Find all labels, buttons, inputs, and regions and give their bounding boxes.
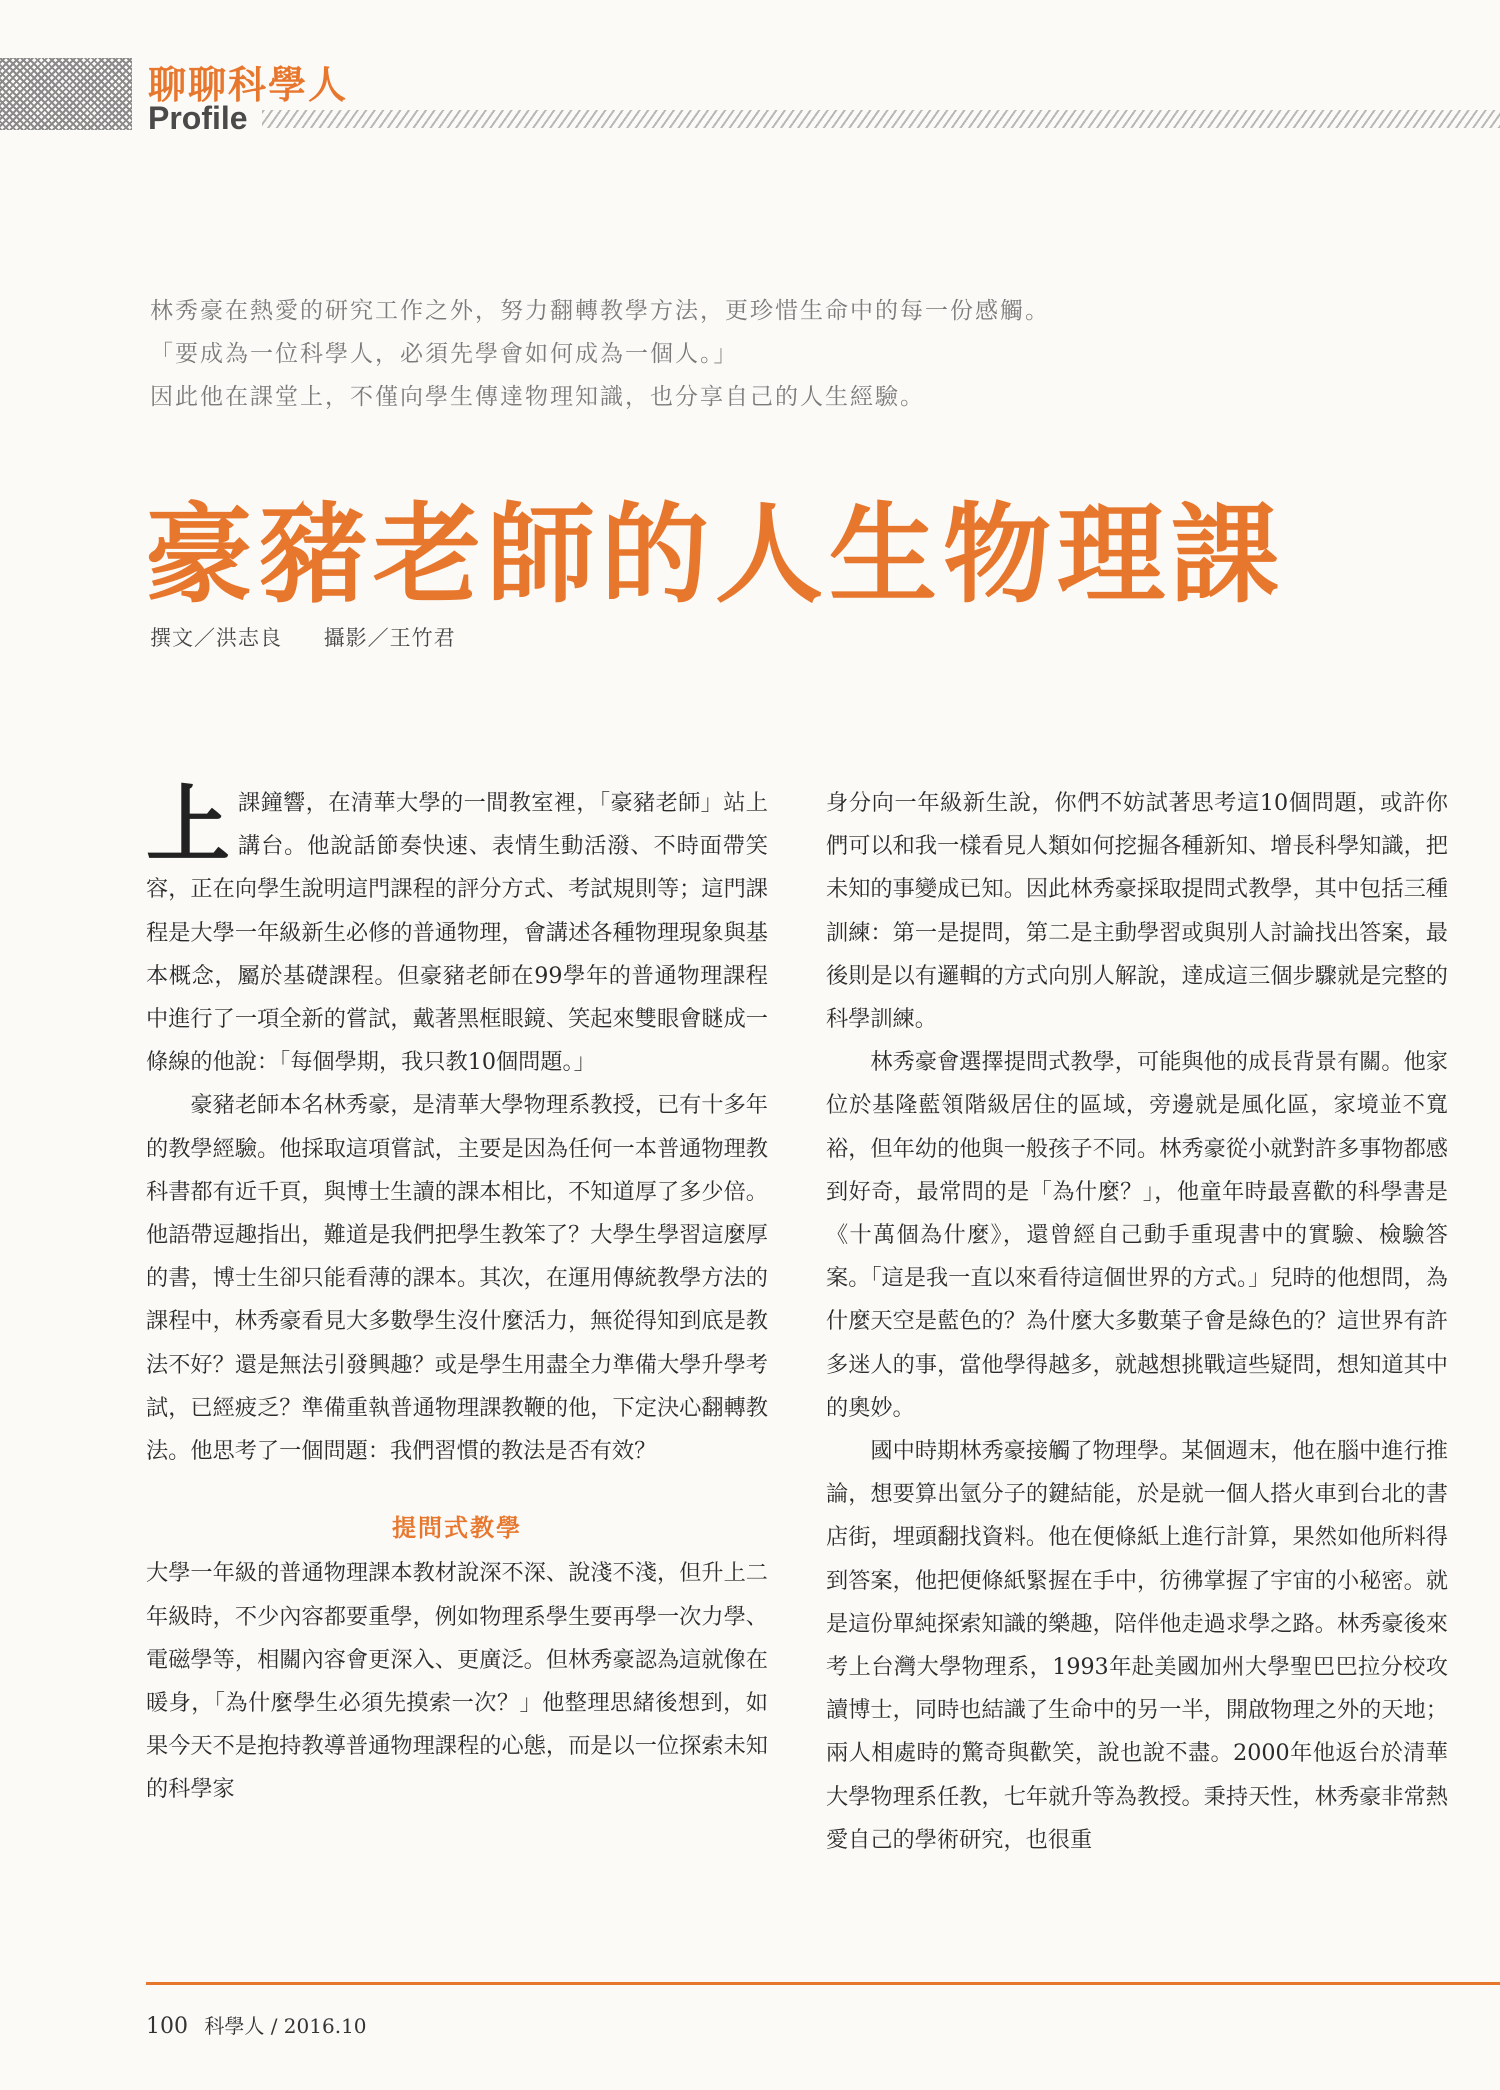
- intro-text: [150, 290, 1350, 419]
- paragraph: 身分向一年級新生說，你們不妨試著思考這10個問題，或許你們可以和我一樣看見人類如何挖掘各種新知、增長科學知識，把未知的事變成已知。因此林秀豪採取提問式教學，其中包括三種訓練：第一是提問，第二是主動學習或與別人討論找出答案，最後則是以有邏輯的方式向別人解說，達成這三個步驟就是完整的科學訓練。: [826, 790, 1448, 1033]
- paragraph: 豪豬老師本名林秀豪，是清華大學物理系教授，已有十多年的教學經驗。他採取這項嘗試，主要是因為任何一本普通物理教科書都有近千頁，與博士生讀的課本相比，不知道厚了多少倍。他語帶逗趣指出，難道是我們把學生教笨了？大學生學習這麼厚的書，博士生卻只能看薄的課本。其次，在運用傳統教學方法的課程中，林秀豪看見大多數學生沒什麼活力，無從得知到底是教法不好？還是無法引發興趣？或是學生用盡全力準備大學升學考試，已經疲乏？準備重執普通物理課教鞭的他，下定決心翻轉教法。他思考了一個問題：我們習慣的教法是否有效？: [146, 1092, 768, 1465]
- intro-line: 「要成為一位科學人，必須先學會如何成為一個人。」: [150, 341, 739, 367]
- page-number: 100: [146, 2014, 188, 2039]
- left-column: [146, 775, 768, 1812]
- byline-photographer: 攝影／王竹君: [323, 626, 456, 650]
- header-hatch-block: [0, 58, 132, 130]
- issue-label: 科學人 / 2016.10: [204, 2014, 367, 2038]
- paragraph: 林秀豪會選擇提問式教學，可能與他的成長背景有關。他家位於基隆藍領階級居住的區域，旁邊就是風化區，家境並不寬裕，但年幼的他與一般孩子不同。林秀豪從小就對許多事物都感到好奇，最常問的是「為什麼？」，他童年時最喜歡的科學書是《十萬個為什麼》，還曾經自己動手重現書中的實驗、檢驗答案。「這是我一直以來看待這個世界的方式。」兒時的他想問，為什麼天空是藍色的？為什麼大多數葉子會是綠色的？這世界有許多迷人的事，當他學得越多，就越想挑戰這些疑問，想知道其中的奧妙。: [826, 1049, 1448, 1421]
- right-column: [826, 782, 1448, 1862]
- page-footer: [146, 2010, 367, 2039]
- byline: [150, 622, 490, 652]
- paragraph: 國中時期林秀豪接觸了物理學。某個週末，他在腦中進行推論，想要算出氫分子的鍵結能，於是就一個人搭火車到台北的書店街，埋頭翻找資料。他在便條紙上進行計算，果然如他所料得到答案，他把便條紙緊握在手中，彷彿掌握了宇宙的小秘密。就是這份單純探索知識的樂趣，陪伴他走過求學之路。林秀豪後來考上台灣大學物理系，1993年赴美國加州大學聖巴巴拉分校攻讀博士，同時也結識了生命中的另一半，開啟物理之外的天地；兩人相處時的驚奇與歡笑，說也說不盡。2000年他返台於清華大學物理系任教，七年就升等為教授。秉持天性，林秀豪非常熱愛自己的學術研究，也很重: [826, 1438, 1448, 1853]
- article-title: 豪豬老師的人生物理課: [145, 492, 1286, 618]
- intro-line: 因此他在課堂上，不僅向學生傳達物理知識，也分享自己的人生經驗。: [150, 384, 925, 410]
- intro-line: 林秀豪在熱愛的研究工作之外，努力翻轉教學方法，更珍惜生命中的每一份感觸。: [150, 298, 1050, 324]
- paragraph: 上課鐘響，在清華大學的一間教室裡，「豪豬老師」站上講台。他說話節奏快速、表情生動活潑、不時面帶笑容，正在向學生說明這門課程的評分方式、考試規則等；這門課程是大學一年級新生必修的普通物理，會講述各種物理現象與基本概念，屬於基礎課程。但豪豬老師在99學年的普通物理課程中進行了一項全新的嘗試，戴著黑框眼鏡、笑起來雙眼會瞇成一條線的他說：「每個學期，我只教10個問題。」: [146, 775, 768, 1076]
- byline-writer: 撰文／洪志良: [150, 626, 282, 650]
- paragraph: 大學一年級的普通物理課本教材說深不深、說淺不淺，但升上二年級時，不少內容都要重學，例如物理系學生要再學一次力學、電磁學等，相關內容會更深入、更廣泛。但林秀豪認為這就像在暖身，「為什麼學生必須先摸索一次？」他整理思緒後想到，如果今天不是抱持教導普通物理課程的心態，而是以一位探索未知的科學家: [146, 1560, 768, 1803]
- section-subheading: 提問式教學: [392, 1514, 522, 1543]
- section-title: 聊聊科學人: [148, 63, 349, 107]
- drop-cap: 上: [146, 775, 231, 874]
- section-subtitle: Profile: [148, 100, 248, 136]
- header-hatch-line: [262, 110, 1500, 128]
- footer-rule: [146, 1982, 1500, 1985]
